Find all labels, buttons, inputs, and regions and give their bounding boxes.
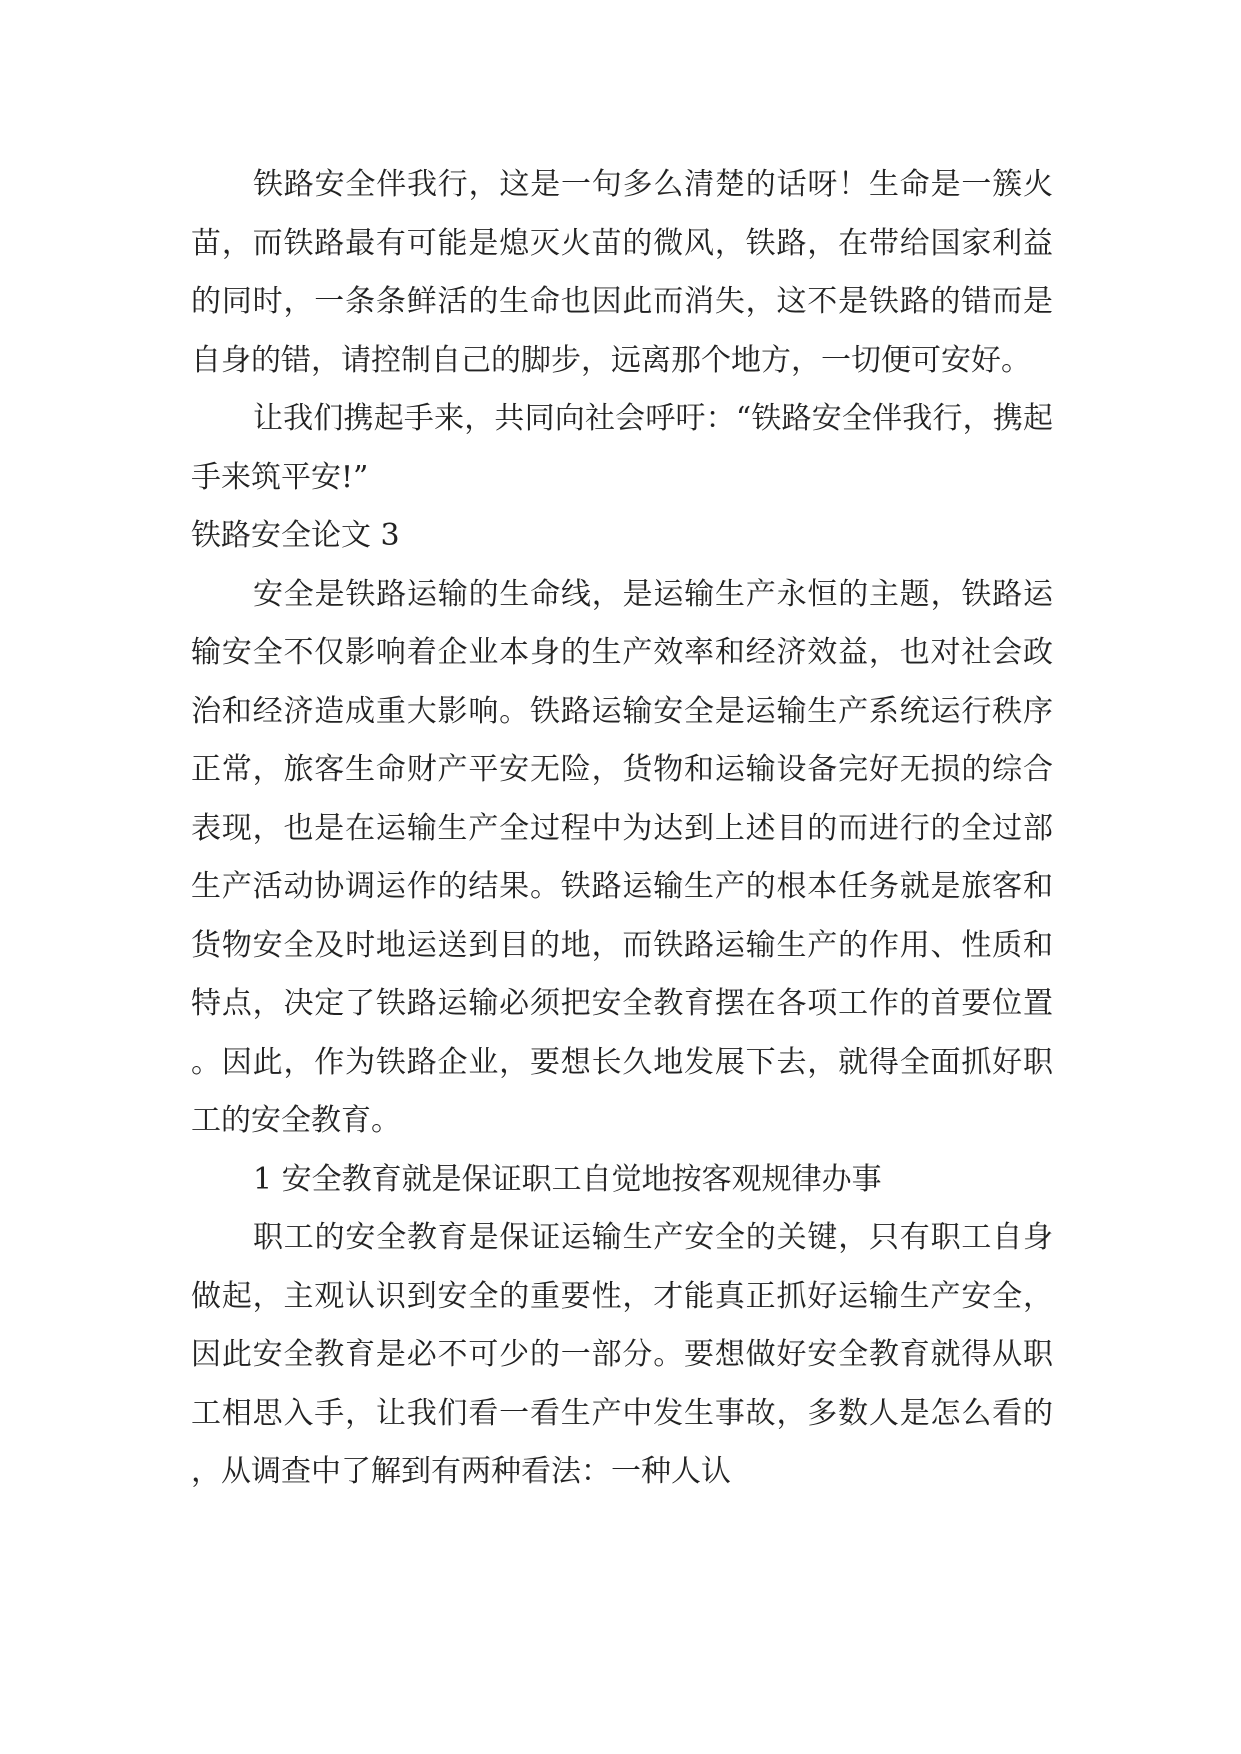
subsection-heading: 1 安全教育就是保证职工自觉地按客观规律办事 xyxy=(253,1161,882,1197)
document-body xyxy=(191,156,1053,1502)
paragraph-call-to-action: 让我们携起手来，共同向社会呼吁：“铁路安全伴我行，携起手来筑平安!” xyxy=(191,401,1053,495)
paragraph-staff-safety-education: 职工的安全教育是保证运输生产安全的关键，只有职工自身做起，主观认识到安全的重要性，才能真正抓好运输生产安全，因此安全教育是必不可少的一部分。要想做好安全教育就得从职工相思入手，让我们看一看生产中发生事故，多数人是怎么看的，从调查中了解到有两种看法：一种人认 xyxy=(191,1220,1053,1489)
section-heading: 铁路安全论文 3 xyxy=(191,518,400,553)
paragraph-transport-safety: 安全是铁路运输的生命线，是运输生产永恒的主题，铁路运输安全不仅影响着企业本身的生产效率和经济效益，也对社会政治和经济造成重大影响。铁路运输安全是运输生产系统运行秩序正常，旅客生命财产平安无险，货物和运输设备完好无损的综合表现，也是在运输生产全过程中为达到上述目的而进行的全过部生产活动协调运作的结果。铁路运输生产的根本任务就是旅客和货物安全及时地运送到目的地，而铁路运输生产的作用、性质和特点，决定了铁路运输必须把安全教育摆在各项工作的首要位置。因此，作为铁路企业，要想长久地发展下去，就得全面抓好职工的安全教育。 xyxy=(191,576,1053,1138)
paragraph-railway-safety-with-me: 铁路安全伴我行，这是一句多么清楚的话呀！生命是一簇火苗，而铁路最有可能是熄灭火苗的微风，铁路，在带给国家利益的同时，一条条鲜活的生命也因此而消失，这不是铁路的错而是自身的错，请控制自己的脚步，远离那个地方，一切便可安好。 xyxy=(191,167,1053,378)
